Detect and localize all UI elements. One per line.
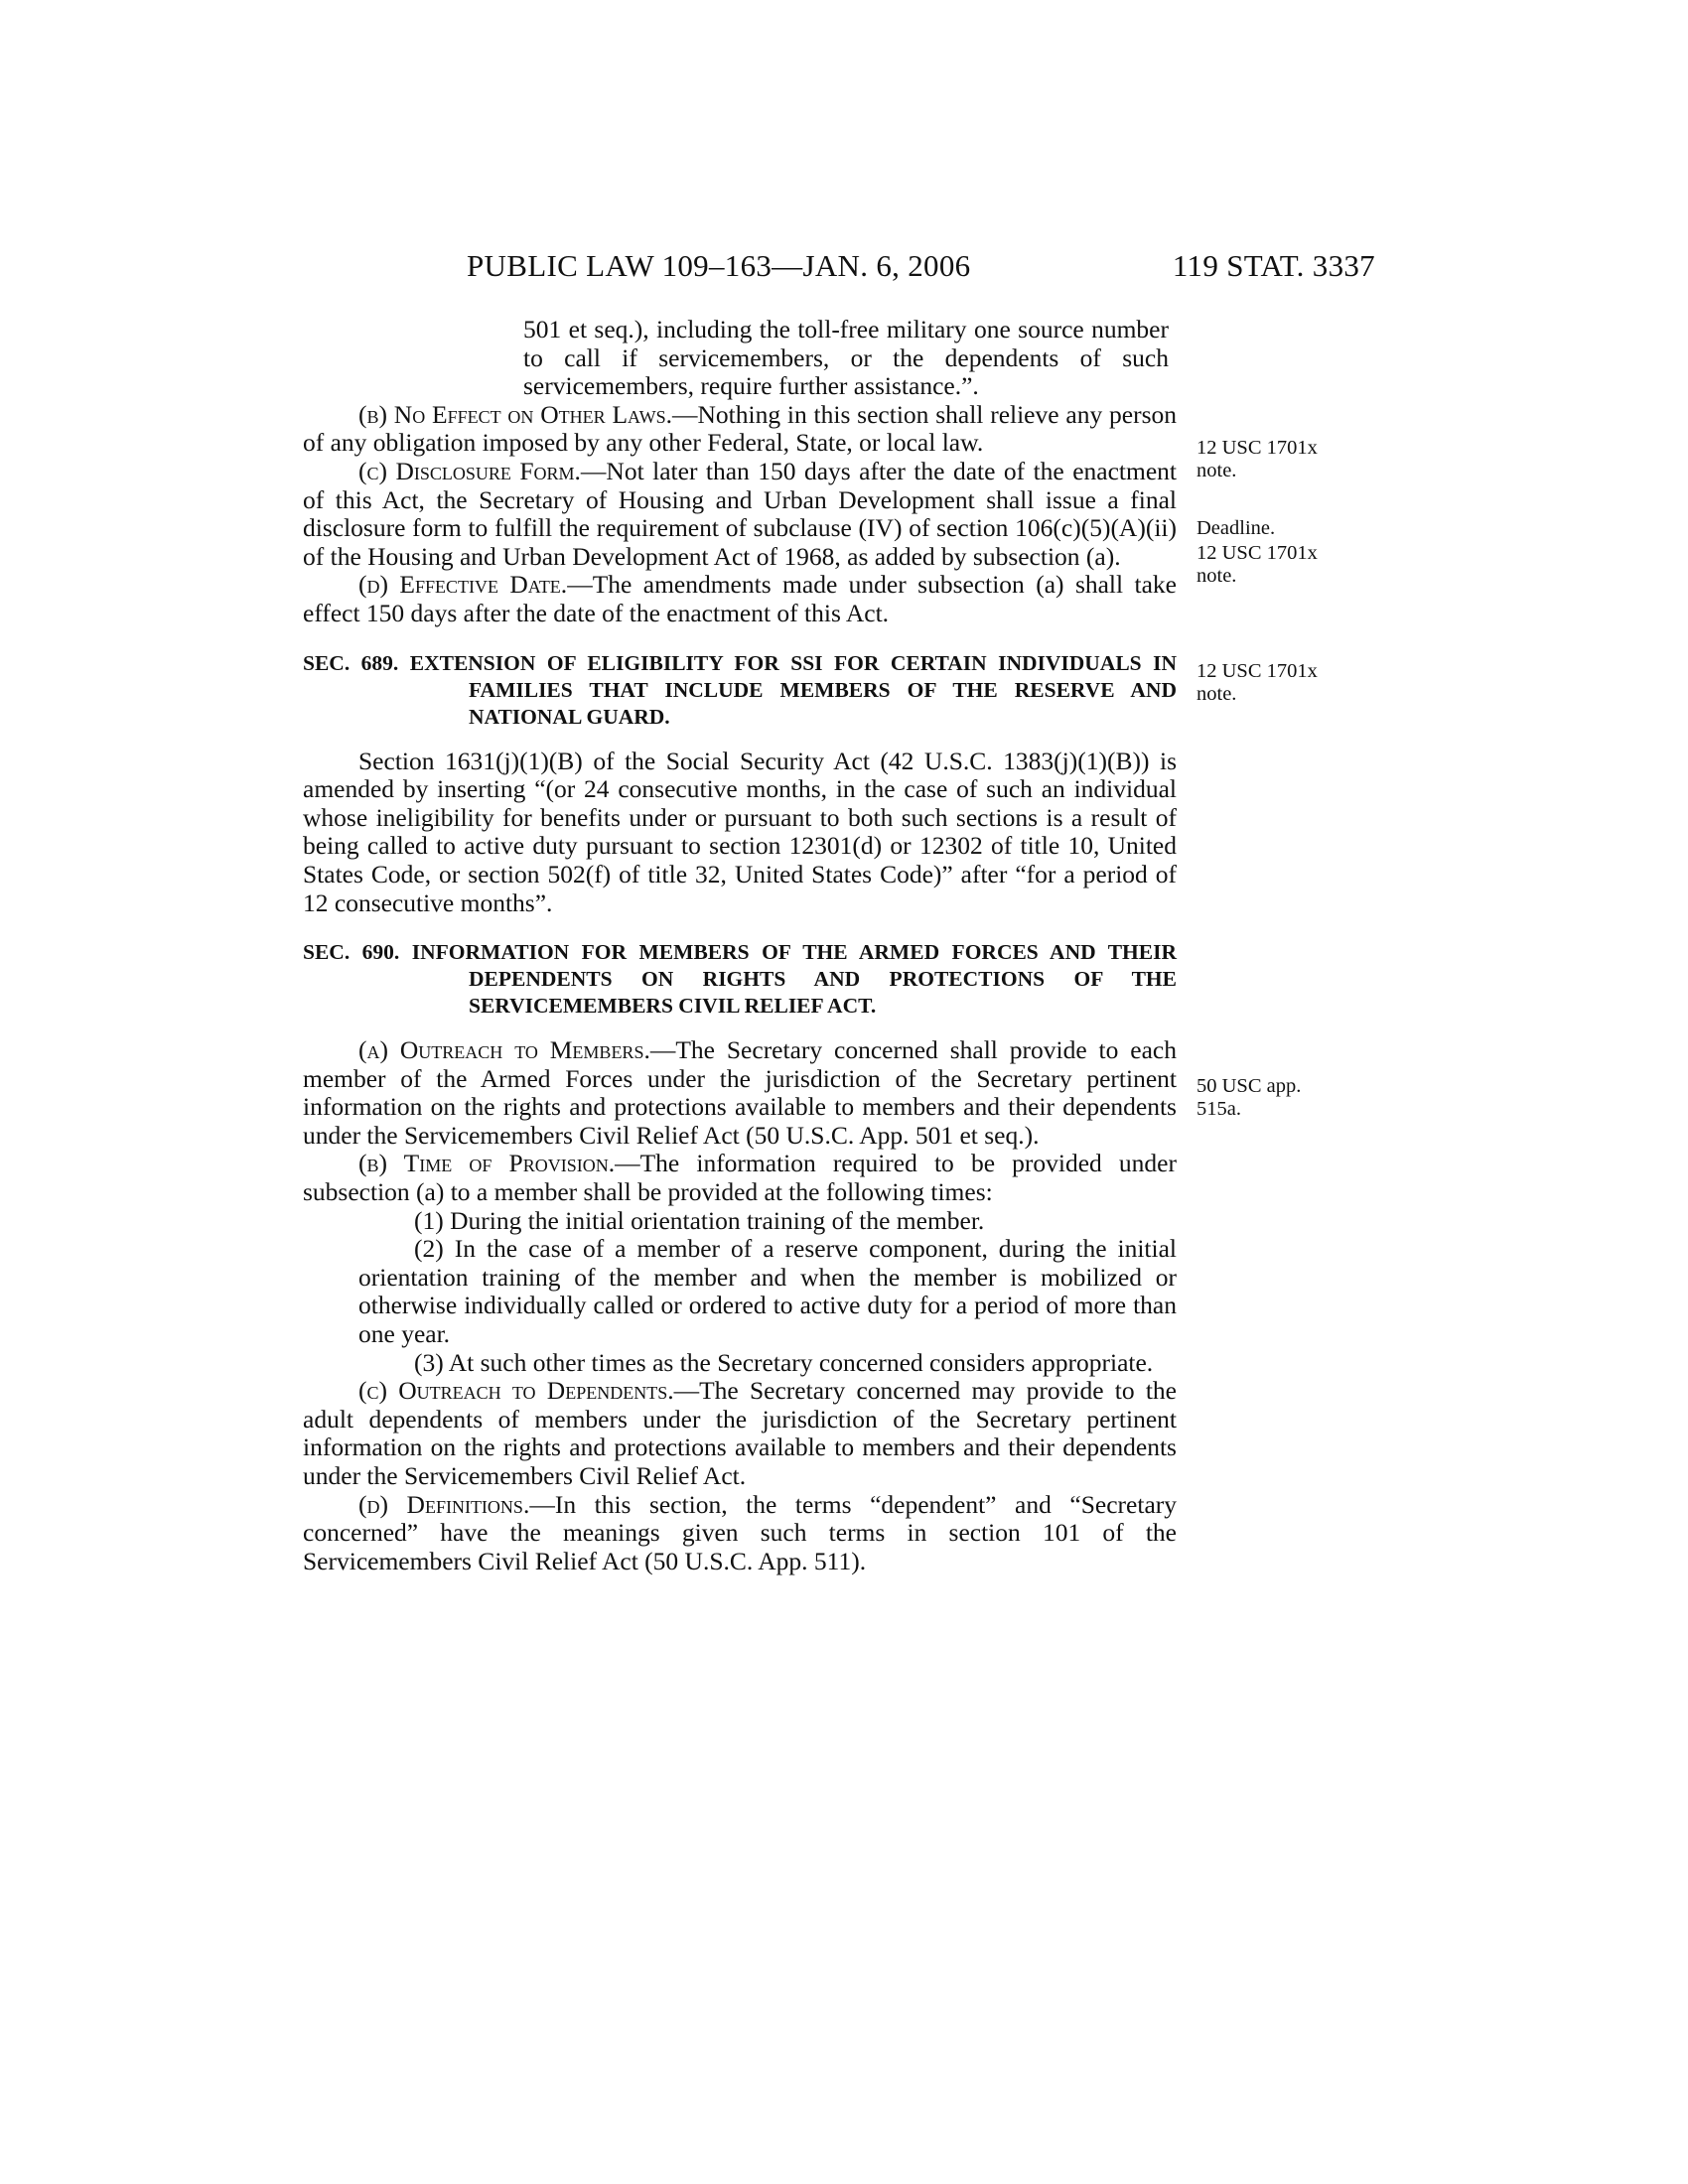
- subsection-d-heading: (d) Effective Date.: [358, 570, 568, 600]
- subsection-b-text: —Nothing in this section shall relieve any person of any obligation imposed by any other Federal, State, or local law.: [303, 399, 1177, 458]
- section-690-c-text: —The Secretary concerned may provide to the adult dependents of members under the jurisdiction of the Secretary pertinent information on the rights and protections available to members and their dependents under the Servicemembers Civil Relief Act.: [303, 1376, 1177, 1490]
- section-690-a-heading: (a) Outreach to Members.: [358, 1035, 650, 1065]
- quoted-text-continuation: 501 et seq.), including the toll-free military one source number to call if servicemembers, or the dependents of such servicemembers, require further assistance.”.: [523, 315, 1169, 401]
- public-law-citation: PUBLIC LAW 109–163—JAN. 6, 2006: [467, 248, 971, 283]
- subsection-b-heading: (b) No Effect on Other Laws.: [358, 399, 672, 429]
- section-689-text: Section 1631(j)(1)(B) of the Social Security Act (42 U.S.C. 1383(j)(1)(B)) is amended by inserting “(or 24 consecutive months, in the case of such an individual whose ineligibility for benefits under or pursuant to both such sections is a result of being called to active duty pursuant to section 12301(d) or 12302 of title 10, United States Code, or section 502(f) of title 32, United States Code)” after “for a period of 12 consecutive months”.: [303, 746, 1177, 917]
- section-690-subsection-d: [303, 1491, 1177, 1576]
- section-690-c-heading: (c) Outreach to Dependents.: [358, 1376, 674, 1406]
- statute-page-number: 119 STAT. 3337: [1172, 248, 1375, 283]
- subsection-d-text: —The amendments made under subsection (a) shall take effect 150 days after the date of the enactment of this Act.: [303, 570, 1177, 627]
- subsection-c-disclosure-form: [303, 458, 1177, 571]
- section-690-heading: SEC. 690. INFORMATION FOR MEMBERS OF THE ARMED FORCES AND THEIR DEPENDENTS ON RIGHTS AND PROTECTIONS OF THE SERVICEMEMBERS CIVIL RELIEF ACT.: [303, 940, 1177, 1019]
- subsection-c-heading: (c) Disclosure Form.: [358, 456, 581, 485]
- section-690-b-heading: (b) Time of Provision.: [358, 1149, 616, 1178]
- section-690-d-text: —In this section, the terms “dependent” and “Secretary concerned” have the meanings given such terms in section 101 of the Servicemembers Civil Relief Act (50 U.S.C. App. 511).: [303, 1489, 1177, 1575]
- margin-note-usc-citation: 12 USC 1701x note.: [1196, 542, 1318, 587]
- section-690-a-text: —The Secretary concerned shall provide to each member of the Armed Forces under the jurisdiction of the Secretary pertinent information on the rights and protections available to members and their dependents under the Servicemembers Civil Relief Act (50 U.S.C. App. 501 et seq.).: [303, 1035, 1177, 1150]
- margin-note-usc-citation: 50 USC app. 515a.: [1196, 1075, 1302, 1120]
- margin-note-deadline: Deadline.: [1196, 517, 1276, 539]
- section-690-b-paragraph-1: (1) During the initial orientation training of the member.: [414, 1205, 985, 1235]
- subsection-b-no-effect: [303, 401, 1177, 458]
- margin-note-usc-citation: 12 USC 1701x note.: [1196, 660, 1318, 705]
- section-689-heading: SEC. 689. EXTENSION OF ELIGIBILITY FOR SSI FOR CERTAIN INDIVIDUALS IN FAMILIES THAT INCLUDE MEMBERS OF THE RESERVE AND NATIONAL GUARD.: [303, 650, 1177, 729]
- margin-note-usc-citation: 12 USC 1701x note.: [1196, 437, 1318, 481]
- section-690-b-paragraph-3: (3) At such other times as the Secretary concerned considers appropriate.: [414, 1347, 1154, 1377]
- subsection-c-text: —Not later than 150 days after the date of the enactment of this Act, the Secretary of Housing and Urban Development shall issue a final disclosure form to fulfill the requirement of subclause (IV) of section 106(c)(5)(A)(ii) of the Housing and Urban Development Act of 1968, as added by subsection (a).: [303, 456, 1177, 571]
- section-690-subsection-b: [303, 1150, 1177, 1206]
- page-header: [467, 248, 1375, 288]
- section-690-subsection-c: [303, 1377, 1177, 1490]
- section-690-b-text: —The information required to be provided under subsection (a) to a member shall be provided at the following times:: [303, 1149, 1177, 1207]
- document-body: [303, 316, 1177, 1575]
- section-690-b-paragraph-2: (2) In the case of a member of a reserve component, during the initial orientation training of the member and when the member is mobilized or otherwise individually called or ordered to active duty for a period of more than one year.: [358, 1234, 1177, 1349]
- section-690-d-heading: (d) Definitions.: [358, 1489, 530, 1519]
- section-690-subsection-a: [303, 1036, 1177, 1150]
- subsection-d-effective-date: [303, 571, 1177, 627]
